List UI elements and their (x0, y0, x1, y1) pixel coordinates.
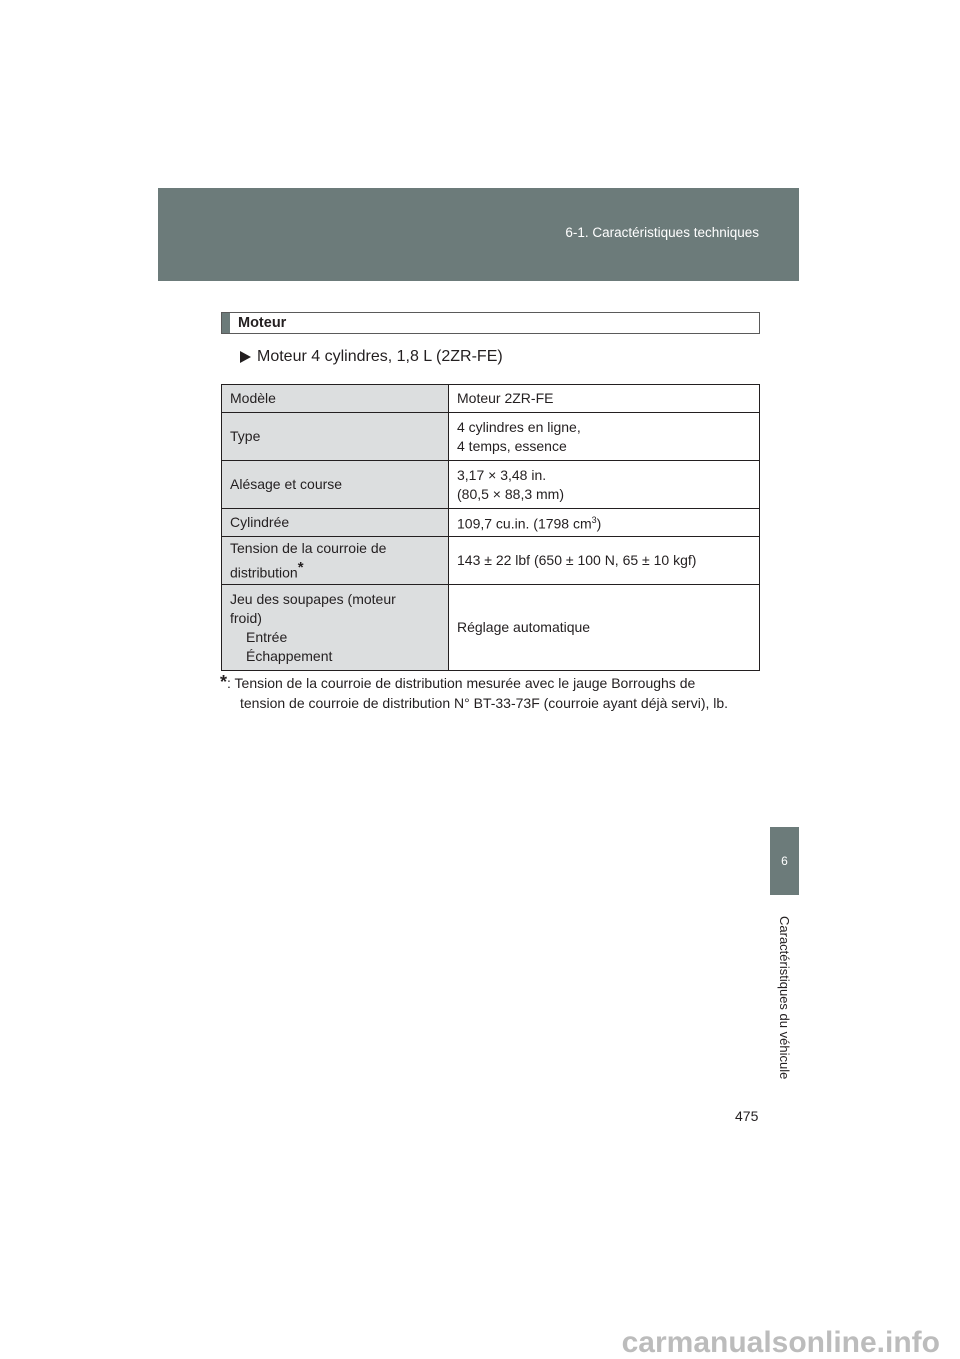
chapter-tab[interactable] (770, 827, 799, 895)
table-row (222, 413, 760, 461)
row-value (449, 509, 760, 537)
row-label: Cylindrée (222, 509, 449, 537)
chapter-label (770, 906, 799, 1090)
row-value: Réglage automatique (449, 585, 760, 671)
label-line: distribution (230, 564, 298, 581)
watermark: carmanualsonline.info (621, 1326, 940, 1359)
value-suffix: ) (596, 515, 602, 532)
label-line: Tension de la courroie de (230, 539, 387, 556)
triangle-bullet-icon (240, 351, 251, 363)
table-row (222, 509, 760, 537)
value-line: (80,5 × 88,3 mm) (457, 485, 564, 502)
chapter-label-text: Caractéristiques du véhicule (777, 916, 792, 1080)
footnote-mark: * (220, 672, 228, 692)
engine-subheading-text: Moteur 4 cylindres, 1,8 L (2ZR-FE) (257, 348, 503, 365)
row-label: Modèle (222, 385, 449, 413)
footnote-line: tension de courroie de distribution N° BT-33-73F (courroie ayant déjà servi), lb. (240, 694, 729, 711)
row-label (222, 585, 449, 671)
table-row (222, 537, 760, 585)
section-heading-text: Moteur (238, 315, 287, 331)
row-label (222, 537, 449, 585)
footnote (220, 673, 758, 713)
row-value (449, 413, 760, 461)
row-value: Moteur 2ZR-FE (449, 385, 760, 413)
engine-spec-table (221, 384, 760, 671)
row-value: 143 ± 22 lbf (650 ± 100 N, 65 ± 10 kgf) (449, 537, 760, 585)
value-line: 4 temps, essence (457, 437, 567, 454)
row-label: Type (222, 413, 449, 461)
chapter-number: 6 (781, 854, 788, 868)
page-number: 475 (735, 1108, 759, 1124)
label-line: Jeu des soupapes (moteur (230, 590, 396, 607)
table-row (222, 461, 760, 509)
section-heading (221, 312, 760, 334)
value-line: 3,17 × 3,48 in. (457, 466, 547, 483)
label-sub-echappement: Échappement (246, 647, 333, 664)
label-sub-entree: Entrée (246, 628, 288, 645)
label-line: froid) (230, 609, 262, 626)
footnote-mark: * (297, 558, 304, 576)
section-title: 6-1. Caractéristiques techniques (565, 225, 759, 240)
row-label: Alésage et course (222, 461, 449, 509)
header-band (158, 188, 799, 281)
value-text: 109,7 cu.in. (1798 cm (457, 515, 592, 532)
row-value (449, 461, 760, 509)
value-line: 4 cylindres en ligne, (457, 418, 581, 435)
engine-subheading (240, 348, 503, 366)
table-row (222, 385, 760, 413)
superscript: 3 (591, 515, 597, 526)
table-row (222, 585, 760, 671)
footnote-line: : Tension de la courroie de distribution mesurée avec le jauge Borroughs de (227, 675, 696, 691)
heading-accent (222, 313, 230, 333)
